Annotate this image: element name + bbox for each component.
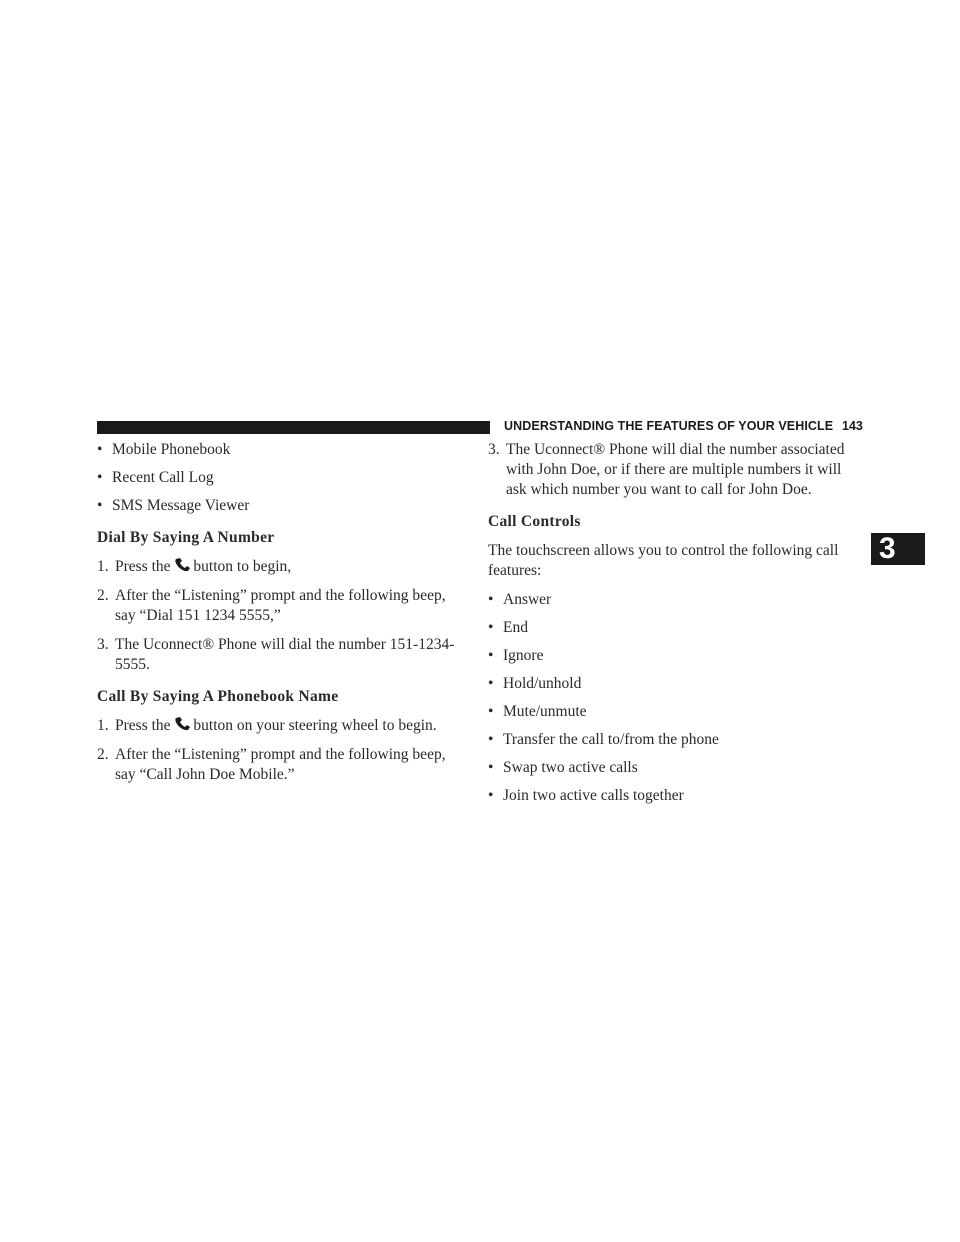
step-item: 1. Press the button on your steering wheel to begin. (97, 717, 437, 734)
step-item: 2. After the “Listening” prompt and the following beep, say “Dial 151 1234 5555,” (97, 587, 446, 624)
list-item: • End (488, 619, 528, 636)
chapter-tab: 3 (871, 533, 925, 565)
intro-paragraph: The touchscreen allows you to control the following call features: (488, 542, 839, 579)
list-item: • Hold/unhold (488, 675, 582, 692)
step-item: 3. The Uconnect® Phone will dial the number associated with John Doe, or if there are multiple numbers it will ask which number you want to call for John Doe. (488, 441, 845, 498)
step-item: 2. After the “Listening” prompt and the following beep, say “Call John Doe Mobile.” (97, 746, 446, 783)
list-item: • Transfer the call to/from the phone (488, 731, 719, 748)
step-item: 3. The Uconnect® Phone will dial the number 151-1234- 5555. (97, 636, 455, 673)
list-item: • Join two active calls together (488, 787, 684, 804)
list-item: • Ignore (488, 647, 544, 664)
step-item: 1. Press the button to begin, (97, 558, 292, 575)
section-heading: Call Controls (488, 513, 581, 530)
list-item: • Mobile Phonebook (97, 441, 231, 458)
list-item: • Answer (488, 591, 552, 608)
section-heading: Call By Saying A Phonebook Name (97, 688, 339, 705)
left-column (97, 440, 477, 794)
list-item: • Swap two active calls (488, 759, 638, 776)
section-heading: Dial By Saying A Number (97, 529, 275, 546)
list-item: • SMS Message Viewer (97, 497, 250, 514)
header-rule (97, 421, 490, 434)
list-item: • Mute/unmute (488, 703, 587, 720)
page-number: 143 (842, 419, 863, 433)
list-item: • Recent Call Log (97, 469, 214, 486)
phone-handset-icon (174, 558, 192, 572)
phone-handset-icon (174, 717, 192, 731)
header-title: UNDERSTANDING THE FEATURES OF YOUR VEHICLE (504, 419, 834, 433)
right-column (488, 440, 868, 814)
